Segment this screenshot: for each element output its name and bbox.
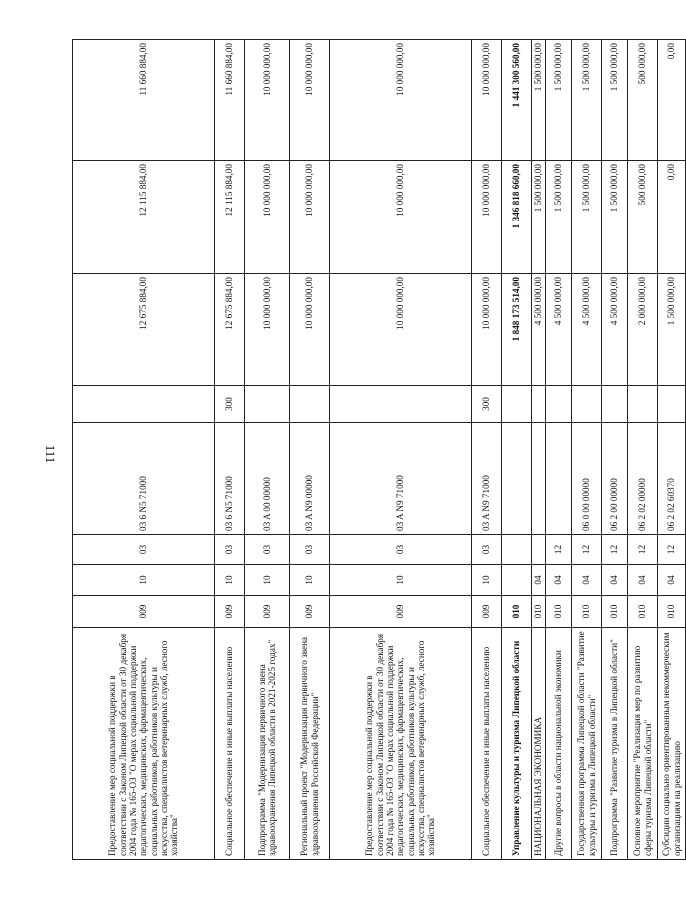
row-csr-code: 06 2 02 00000 — [628, 423, 658, 535]
table-row — [658, 40, 686, 860]
row-name: Региональный проект "Модернизация первичного звена здравоохранения Российской Федерации" — [290, 628, 330, 860]
row-name: Управление культуры и туризма Липецкой области — [502, 628, 532, 860]
row-csr-code — [532, 423, 546, 535]
row-csr-code: 03 6 N5 71000 — [73, 423, 215, 535]
row-gr-code: 009 — [73, 596, 215, 628]
row-name: Основное мероприятие "Реализация мер по развитию сферы туризма Липецкой области" — [628, 628, 658, 860]
table-row — [290, 40, 330, 860]
row-amount-2: 500 000,00 — [628, 161, 658, 274]
row-amount-2: 1 500 000,00 — [602, 161, 628, 274]
row-vr-code — [602, 386, 628, 423]
row-amount-1: 4 500 000,00 — [546, 274, 572, 386]
row-amount-3: 11 660 884,00 — [215, 40, 245, 161]
row-amount-1: 12 675 884,00 — [73, 274, 215, 386]
row-amount-1: 10 000 000,00 — [472, 274, 502, 386]
row-amount-1: 10 000 000,00 — [330, 274, 472, 386]
row-rz-code: 10 — [472, 565, 502, 596]
row-amount-1: 10 000 000,00 — [290, 274, 330, 386]
row-vr-code — [628, 386, 658, 423]
table-row — [245, 40, 290, 860]
row-name: Субсидии социально ориентированным некоммерческим организациям на реализацию — [658, 628, 686, 860]
row-pr-code: 12 — [658, 535, 686, 565]
row-gr-code: 010 — [532, 596, 546, 628]
row-amount-3: 1 441 300 560,00 — [502, 40, 532, 161]
row-rz-code: 04 — [658, 565, 686, 596]
row-name: Предоставление мер социальной поддержки в соответствии с Законом Липецкой области от 30 декабря 2004 года № 165-ОЗ "О мерах социальной поддержки педагогических, медицинских, фармацевтических, социальных работников, работников культуры и искусства, специалистов ветеринарных служб, лесного хозяйства" — [330, 628, 472, 860]
row-pr-code: 03 — [330, 535, 472, 565]
row-gr-code: 009 — [290, 596, 330, 628]
row-vr-code — [73, 386, 215, 423]
row-amount-3: 1 500 000,00 — [532, 40, 546, 161]
row-name: Подпрограмма "Модернизация первичного звена здравоохранения Липецкой области в 2021-2025 годах" — [245, 628, 290, 860]
row-vr-code — [546, 386, 572, 423]
row-amount-1: 4 500 000,00 — [602, 274, 628, 386]
row-amount-2: 0,00 — [658, 161, 686, 274]
row-pr-code: 03 — [290, 535, 330, 565]
row-csr-code: 06 0 00 00000 — [572, 423, 602, 535]
row-csr-code — [546, 423, 572, 535]
row-amount-3: 10 000 000,00 — [330, 40, 472, 161]
budget-table — [72, 39, 686, 860]
row-name: Социальное обеспечение и иные выплаты населению — [472, 628, 502, 860]
table-row — [73, 40, 215, 860]
row-rz-code: 10 — [73, 565, 215, 596]
row-rz-code: 04 — [628, 565, 658, 596]
row-rz-code: 04 — [546, 565, 572, 596]
row-gr-code: 009 — [245, 596, 290, 628]
row-amount-3: 1 500 000,00 — [602, 40, 628, 161]
row-name: НАЦИОНАЛЬНАЯ ЭКОНОМИКА — [532, 628, 546, 860]
row-gr-code: 010 — [628, 596, 658, 628]
row-amount-3: 10 000 000,00 — [290, 40, 330, 161]
row-amount-3: 500 000,00 — [628, 40, 658, 161]
row-vr-code: 300 — [215, 386, 245, 423]
row-gr-code: 009 — [330, 596, 472, 628]
row-amount-2: 1 500 000,00 — [572, 161, 602, 274]
row-amount-3: 0,00 — [658, 40, 686, 161]
row-vr-code: 300 — [472, 386, 502, 423]
table-row — [330, 40, 472, 860]
table-row — [602, 40, 628, 860]
table-body — [73, 40, 686, 860]
row-vr-code — [245, 386, 290, 423]
row-gr-code: 010 — [572, 596, 602, 628]
row-pr-code: 12 — [572, 535, 602, 565]
row-csr-code: 03 A N9 00000 — [290, 423, 330, 535]
row-csr-code: 03 A N9 71000 — [472, 423, 502, 535]
table-row — [215, 40, 245, 860]
row-pr-code: 12 — [628, 535, 658, 565]
row-name: Предоставление мер социальной поддержки в соответствии с Законом Липецкой области от 30 декабря 2004 года № 165-ОЗ "О мерах социальной поддержки педагогических, медицинских, фармацевтических, социальных работников, работников культуры и искусства, специалистов ветеринарных служб, лесного хозяйства" — [73, 628, 215, 860]
row-pr-code: 12 — [602, 535, 628, 565]
landscape-table-wrapper — [72, 40, 682, 860]
row-pr-code: 03 — [245, 535, 290, 565]
row-name: Государственная программа Липецкой области "Развитие культуры и туризма в Липецкой области" — [572, 628, 602, 860]
row-amount-2: 10 000 000,00 — [330, 161, 472, 274]
row-amount-1: 12 675 884,00 — [215, 274, 245, 386]
row-amount-3: 10 000 000,00 — [472, 40, 502, 161]
row-name: Подпрограмма "Развитие туризма в Липецкой области" — [602, 628, 628, 860]
row-gr-code: 009 — [215, 596, 245, 628]
row-rz-code: 10 — [245, 565, 290, 596]
row-rz-code: 10 — [330, 565, 472, 596]
row-csr-code: 06 2 02 60370 — [658, 423, 686, 535]
row-rz-code: 04 — [532, 565, 546, 596]
row-name: Социальное обеспечение и иные выплаты населению — [215, 628, 245, 860]
row-rz-code: 04 — [602, 565, 628, 596]
row-csr-code — [502, 423, 532, 535]
page-number: 111 — [43, 444, 58, 464]
row-gr-code: 009 — [472, 596, 502, 628]
row-pr-code — [532, 535, 546, 565]
row-vr-code — [330, 386, 472, 423]
row-vr-code — [502, 386, 532, 423]
row-pr-code: 03 — [215, 535, 245, 565]
row-amount-2: 12 115 884,00 — [215, 161, 245, 274]
row-gr-code: 010 — [546, 596, 572, 628]
row-amount-1: 10 000 000,00 — [245, 274, 290, 386]
row-amount-3: 11 660 884,00 — [73, 40, 215, 161]
row-amount-2: 12 115 884,00 — [73, 161, 215, 274]
row-amount-2: 1 500 000,00 — [546, 161, 572, 274]
row-amount-2: 10 000 000,00 — [472, 161, 502, 274]
row-amount-1: 2 000 000,00 — [628, 274, 658, 386]
table-row — [532, 40, 546, 860]
row-csr-code: 03 6 N5 71000 — [215, 423, 245, 535]
table-row — [572, 40, 602, 860]
row-gr-code: 010 — [502, 596, 532, 628]
row-vr-code — [532, 386, 546, 423]
row-gr-code: 010 — [602, 596, 628, 628]
table-row — [502, 40, 532, 860]
row-rz-code — [502, 565, 532, 596]
row-amount-2: 10 000 000,00 — [290, 161, 330, 274]
row-amount-1: 1 848 173 514,00 — [502, 274, 532, 386]
row-amount-1: 4 500 000,00 — [532, 274, 546, 386]
row-vr-code — [658, 386, 686, 423]
rotated-page-content — [72, 40, 682, 860]
row-csr-code: 03 A 00 00000 — [245, 423, 290, 535]
row-gr-code: 010 — [658, 596, 686, 628]
row-csr-code: 03 A N9 71000 — [330, 423, 472, 535]
row-amount-3: 1 500 000,00 — [572, 40, 602, 161]
row-pr-code: 12 — [546, 535, 572, 565]
row-pr-code: 03 — [472, 535, 502, 565]
row-rz-code: 10 — [290, 565, 330, 596]
row-amount-1: 4 500 000,00 — [572, 274, 602, 386]
row-amount-3: 1 500 000,00 — [546, 40, 572, 161]
row-vr-code — [290, 386, 330, 423]
table-row — [628, 40, 658, 860]
row-pr-code — [502, 535, 532, 565]
row-rz-code: 04 — [572, 565, 602, 596]
row-amount-3: 10 000 000,00 — [245, 40, 290, 161]
row-amount-2: 10 000 000,00 — [245, 161, 290, 274]
row-amount-2: 1 346 818 660,00 — [502, 161, 532, 274]
row-pr-code: 03 — [73, 535, 215, 565]
row-csr-code: 06 2 00 00000 — [602, 423, 628, 535]
row-name: Другие вопросы в области национальной экономики — [546, 628, 572, 860]
row-amount-1: 1 500 000,00 — [658, 274, 686, 386]
table-row — [546, 40, 572, 860]
row-amount-2: 1 500 000,00 — [532, 161, 546, 274]
table-row — [472, 40, 502, 860]
row-rz-code: 10 — [215, 565, 245, 596]
row-vr-code — [572, 386, 602, 423]
